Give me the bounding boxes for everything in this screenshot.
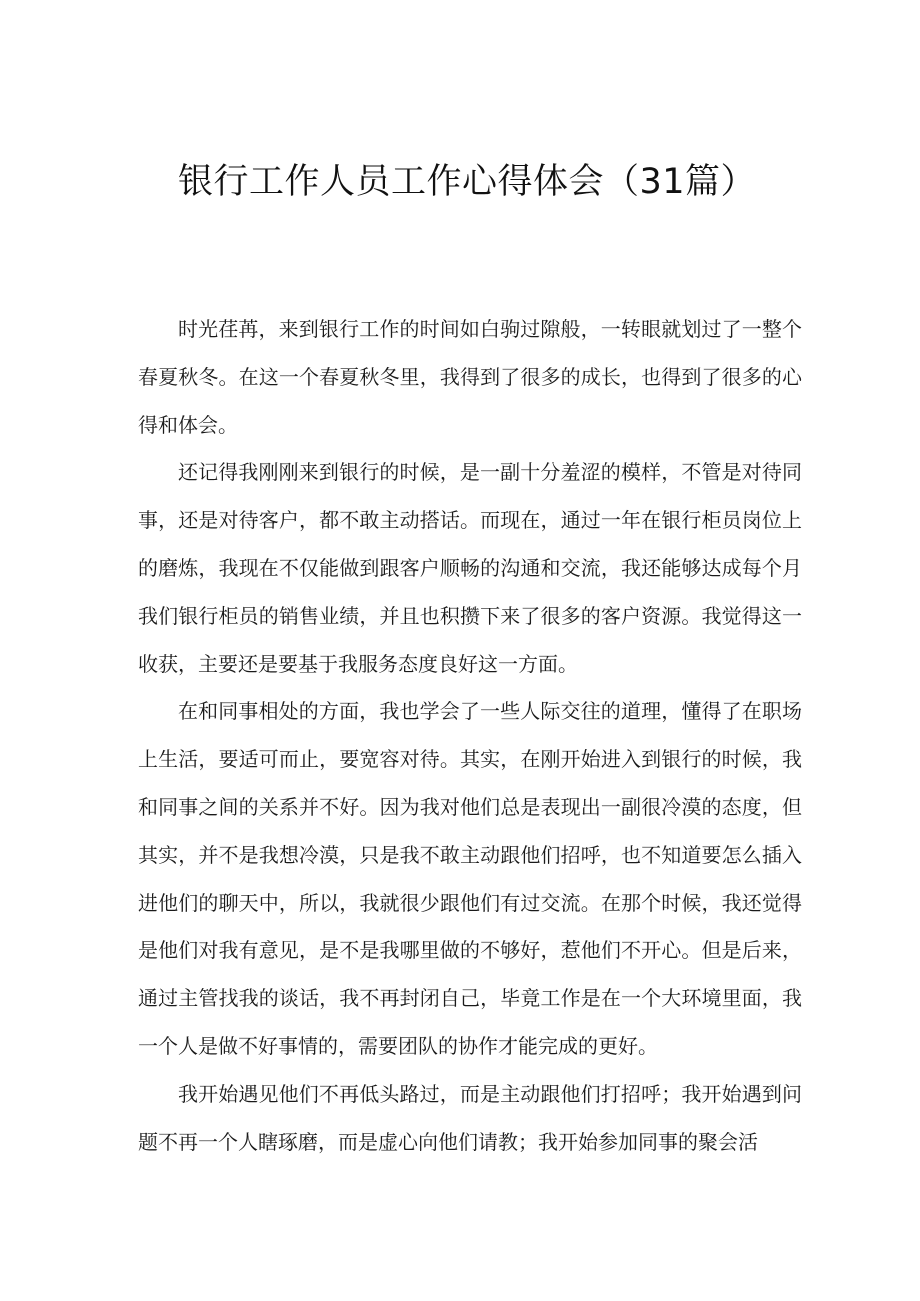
document-body xyxy=(138,306,802,1166)
paragraph: 在和同事相处的方面，我也学会了一些人际交往的道理，懂得了在职场上生活，要适可而止，要宽容对待。其实，在刚开始进入到银行的时候，我和同事之间的关系并不好。因为我对他们总是表现出一副很冷漠的态度，但其实，并不是我想冷漠，只是我不敢主动跟他们招呼，也不知道要怎么插入进他们的聊天中，所以，我就很少跟他们有过交流。在那个时候，我还觉得是他们对我有意见，是不是我哪里做的不够好，惹他们不开心。但是后来，通过主管找我的谈话，我不再封闭自己，毕竟工作是在一个大环境里面，我一个人是做不好事情的，需要团队的协作才能完成的更好。 xyxy=(138,699,802,1058)
paragraph: 还记得我刚刚来到银行的时候，是一副十分羞涩的模样，不管是对待同事，还是对待客户，都不敢主动搭话。而现在，通过一年在银行柜员岗位上的磨炼，我现在不仅能做到跟客户顺畅的沟通和交流，我还能够达成每个月我们银行柜员的销售业绩，并且也积攒下来了很多的客户资源。我觉得这一收获，主要还是要基于我服务态度良好这一方面。 xyxy=(138,460,802,676)
document-title: 银行工作人员工作心得体会（31篇） xyxy=(178,162,757,202)
paragraph: 我开始遇见他们不再低头路过，而是主动跟他们打招呼；我开始遇到问题不再一个人瞎琢磨，而是虚心向他们请教；我开始参加同事的聚会活 xyxy=(138,1081,802,1154)
paragraph: 时光荏苒，来到银行工作的时间如白驹过隙般，一转眼就划过了一整个春夏秋冬。在这一个春夏秋冬里，我得到了很多的成长，也得到了很多的心得和体会。 xyxy=(138,317,802,437)
